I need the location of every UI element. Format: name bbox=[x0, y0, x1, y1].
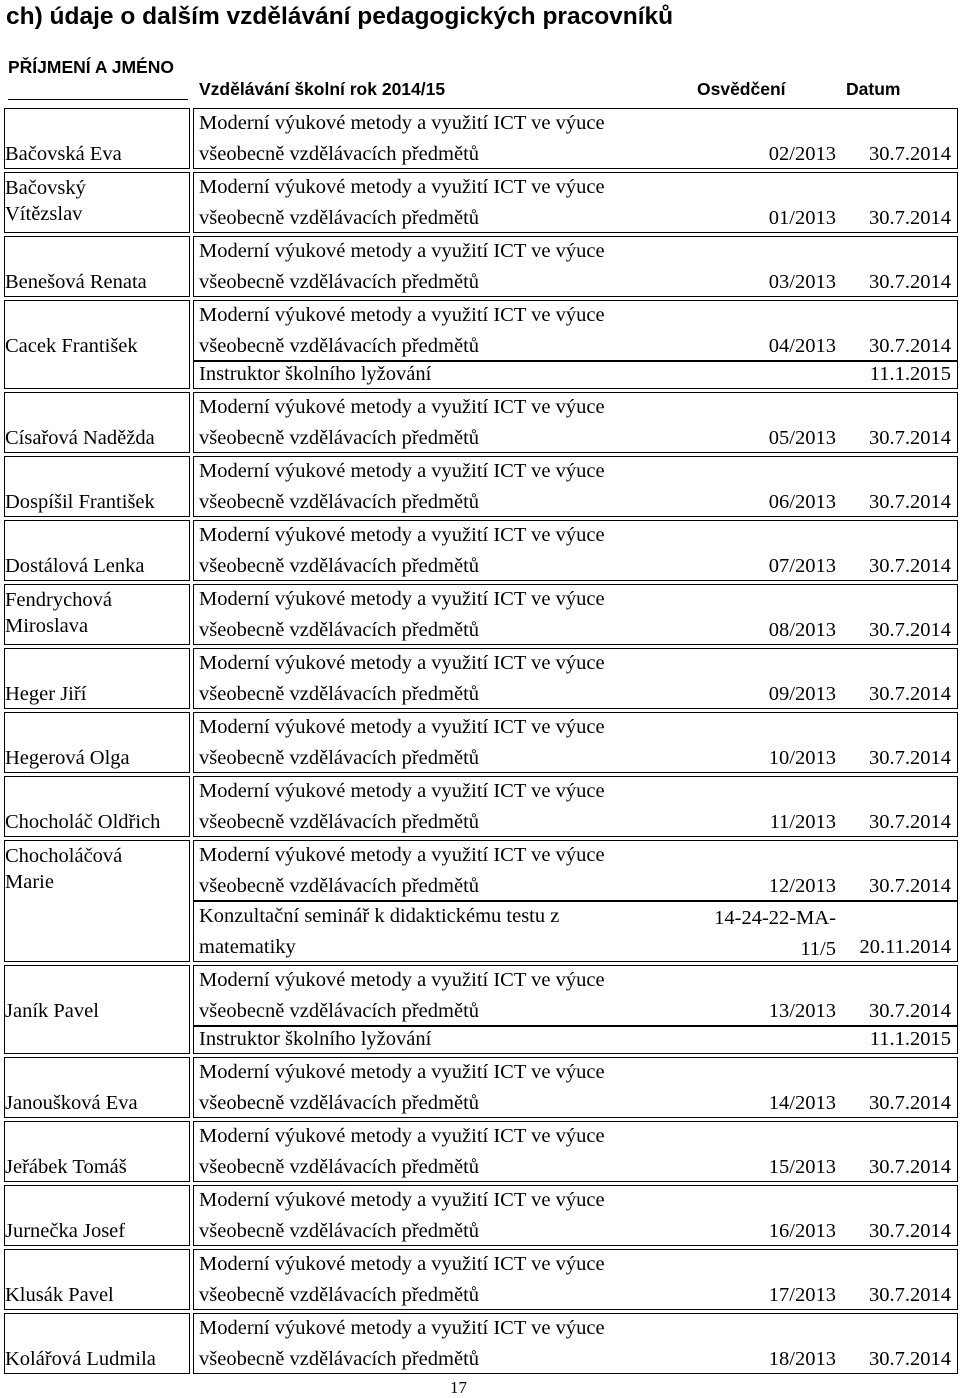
course-name: Instruktor školního lyžování bbox=[199, 1028, 432, 1050]
certificate-number: 12/2013 bbox=[768, 875, 836, 897]
completion-date: 30.7.2014 bbox=[869, 1000, 951, 1022]
course-name: Moderní výukové metody a využití ICT ve výuce bbox=[199, 304, 605, 326]
header-name: PŘÍJMENÍ A JMÉNO bbox=[8, 57, 174, 77]
certificate-number: 14-24-22-MA- 11/5 bbox=[714, 907, 836, 960]
completion-date: 11.1.2015 bbox=[869, 363, 951, 385]
person-name: Jeřábek Tomáš bbox=[5, 1156, 127, 1178]
certificate-number: 17/2013 bbox=[768, 1284, 836, 1306]
completion-date: 30.7.2014 bbox=[869, 683, 951, 705]
person-name: Chocholáčová bbox=[5, 845, 123, 867]
course-name: všeobecně vzdělávacích předmětů bbox=[199, 1348, 480, 1370]
course-name: Moderní výukové metody a využití ICT ve výuce bbox=[199, 780, 605, 802]
course-name: všeobecně vzdělávacích předmětů bbox=[199, 1000, 480, 1022]
completion-date: 30.7.2014 bbox=[869, 271, 951, 293]
header-certificate: Osvědčení bbox=[697, 79, 786, 99]
course-name: všeobecně vzdělávacích předmětů bbox=[199, 683, 480, 705]
page-title: ch) údaje o dalším vzdělávání pedagogických pracovníků bbox=[6, 3, 674, 30]
certificate-number: 16/2013 bbox=[768, 1220, 836, 1242]
completion-date: 11.1.2015 bbox=[869, 1028, 951, 1050]
person-name: Císařová Naděžda bbox=[5, 427, 155, 449]
course-name: Moderní výukové metody a využití ICT ve výuce bbox=[199, 716, 605, 738]
course-name: Moderní výukové metody a využití ICT ve výuce bbox=[199, 112, 605, 134]
person-name: Marie bbox=[5, 871, 54, 893]
course-name: všeobecně vzdělávacích předmětů bbox=[199, 335, 480, 357]
certificate-number: 02/2013 bbox=[768, 143, 836, 165]
completion-date: 30.7.2014 bbox=[869, 747, 951, 769]
completion-date: 30.7.2014 bbox=[869, 427, 951, 449]
person-name: Benešová Renata bbox=[5, 271, 147, 293]
header-education: Vzdělávání školní rok 2014/15 bbox=[199, 79, 446, 99]
person-name: Klusák Pavel bbox=[5, 1284, 114, 1306]
course-name: Moderní výukové metody a využití ICT ve výuce bbox=[199, 1061, 605, 1083]
header-date: Datum bbox=[846, 79, 901, 99]
completion-date: 30.7.2014 bbox=[869, 619, 951, 641]
course-name: všeobecně vzdělávacích předmětů bbox=[199, 1156, 480, 1178]
course-name: Moderní výukové metody a využití ICT ve výuce bbox=[199, 1253, 605, 1275]
person-name: Dostálová Lenka bbox=[5, 555, 145, 577]
person-name: Kolářová Ludmila bbox=[5, 1348, 156, 1370]
course-name: všeobecně vzdělávacích předmětů bbox=[199, 747, 480, 769]
person-name: Janík Pavel bbox=[5, 1000, 99, 1022]
completion-date: 30.7.2014 bbox=[869, 1348, 951, 1370]
course-name: Moderní výukové metody a využití ICT ve výuce bbox=[199, 1317, 605, 1339]
completion-date: 30.7.2014 bbox=[869, 1284, 951, 1306]
course-name: Moderní výukové metody a využití ICT ve výuce bbox=[199, 969, 605, 991]
completion-date: 30.7.2014 bbox=[869, 1220, 951, 1242]
course-name: Moderní výukové metody a využití ICT ve výuce bbox=[199, 844, 605, 866]
completion-date: 20.11.2014 bbox=[859, 936, 951, 958]
completion-date: 30.7.2014 bbox=[869, 335, 951, 357]
course-name: Moderní výukové metody a využití ICT ve výuce bbox=[199, 396, 605, 418]
course-name: Moderní výukové metody a využití ICT ve výuce bbox=[199, 460, 605, 482]
person-name: Cacek František bbox=[5, 335, 138, 357]
person-name: Dospíšil František bbox=[5, 491, 155, 513]
person-name: Chocholáč Oldřich bbox=[5, 811, 161, 833]
course-name: Konzultační seminář k didaktickému testu z bbox=[199, 905, 560, 927]
person-name: Miroslava bbox=[5, 615, 89, 637]
course-name: všeobecně vzdělávacích předmětů bbox=[199, 491, 480, 513]
course-name: všeobecně vzdělávacích předmětů bbox=[199, 143, 480, 165]
completion-date: 30.7.2014 bbox=[869, 1092, 951, 1114]
course-name: Moderní výukové metody a využití ICT ve výuce bbox=[199, 1189, 605, 1211]
certificate-number: 18/2013 bbox=[768, 1348, 836, 1370]
certificate-number: 09/2013 bbox=[768, 683, 836, 705]
certificate-number: 05/2013 bbox=[768, 427, 836, 449]
person-name: Jurnečka Josef bbox=[5, 1220, 126, 1242]
completion-date: 30.7.2014 bbox=[869, 875, 951, 897]
certificate-number: 15/2013 bbox=[768, 1156, 836, 1178]
person-name: Vítězslav bbox=[5, 203, 83, 225]
course-name: všeobecně vzdělávacích předmětů bbox=[199, 555, 480, 577]
completion-date: 30.7.2014 bbox=[869, 143, 951, 165]
person-name: Fendrychová bbox=[5, 589, 113, 611]
course-name: Moderní výukové metody a využití ICT ve výuce bbox=[199, 524, 605, 546]
completion-date: 30.7.2014 bbox=[869, 491, 951, 513]
person-name: Janoušková Eva bbox=[5, 1092, 138, 1114]
page-number: 17 bbox=[450, 1378, 467, 1397]
completion-date: 30.7.2014 bbox=[869, 811, 951, 833]
course-name: Moderní výukové metody a využití ICT ve výuce bbox=[199, 176, 605, 198]
course-name: matematiky bbox=[199, 936, 296, 958]
certificate-number: 04/2013 bbox=[768, 335, 836, 357]
course-name: všeobecně vzdělávacích předmětů bbox=[199, 619, 480, 641]
person-name: Heger Jiří bbox=[5, 683, 87, 705]
course-name: Moderní výukové metody a využití ICT ve výuce bbox=[199, 240, 605, 262]
certificate-number: 07/2013 bbox=[768, 555, 836, 577]
completion-date: 30.7.2014 bbox=[869, 555, 951, 577]
certificate-number: 13/2013 bbox=[768, 1000, 836, 1022]
course-name: všeobecně vzdělávacích předmětů bbox=[199, 1284, 480, 1306]
course-name: Instruktor školního lyžování bbox=[199, 363, 432, 385]
certificate-number: 14/2013 bbox=[768, 1092, 836, 1114]
course-name: Moderní výukové metody a využití ICT ve výuce bbox=[199, 588, 605, 610]
certificate-number: 10/2013 bbox=[768, 747, 836, 769]
certificate-number: 06/2013 bbox=[768, 491, 836, 513]
person-name: Bačovská Eva bbox=[5, 143, 122, 165]
course-name: všeobecně vzdělávacích předmětů bbox=[199, 1092, 480, 1114]
completion-date: 30.7.2014 bbox=[869, 1156, 951, 1178]
course-name: všeobecně vzdělávacích předmětů bbox=[199, 1220, 480, 1242]
completion-date: 30.7.2014 bbox=[869, 207, 951, 229]
course-name: všeobecně vzdělávacích předmětů bbox=[199, 427, 480, 449]
certificate-number: 11/2013 bbox=[769, 811, 836, 833]
course-name: Moderní výukové metody a využití ICT ve výuce bbox=[199, 1125, 605, 1147]
course-name: všeobecně vzdělávacích předmětů bbox=[199, 875, 480, 897]
course-name: všeobecně vzdělávacích předmětů bbox=[199, 271, 480, 293]
person-name: Hegerová Olga bbox=[5, 747, 130, 769]
course-name: všeobecně vzdělávacích předmětů bbox=[199, 207, 480, 229]
certificate-number: 08/2013 bbox=[768, 619, 836, 641]
course-name: Moderní výukové metody a využití ICT ve výuce bbox=[199, 652, 605, 674]
course-name: všeobecně vzdělávacích předmětů bbox=[199, 811, 480, 833]
certificate-number: 03/2013 bbox=[768, 271, 836, 293]
person-name: Bačovský bbox=[5, 177, 86, 199]
certificate-number: 01/2013 bbox=[768, 207, 836, 229]
